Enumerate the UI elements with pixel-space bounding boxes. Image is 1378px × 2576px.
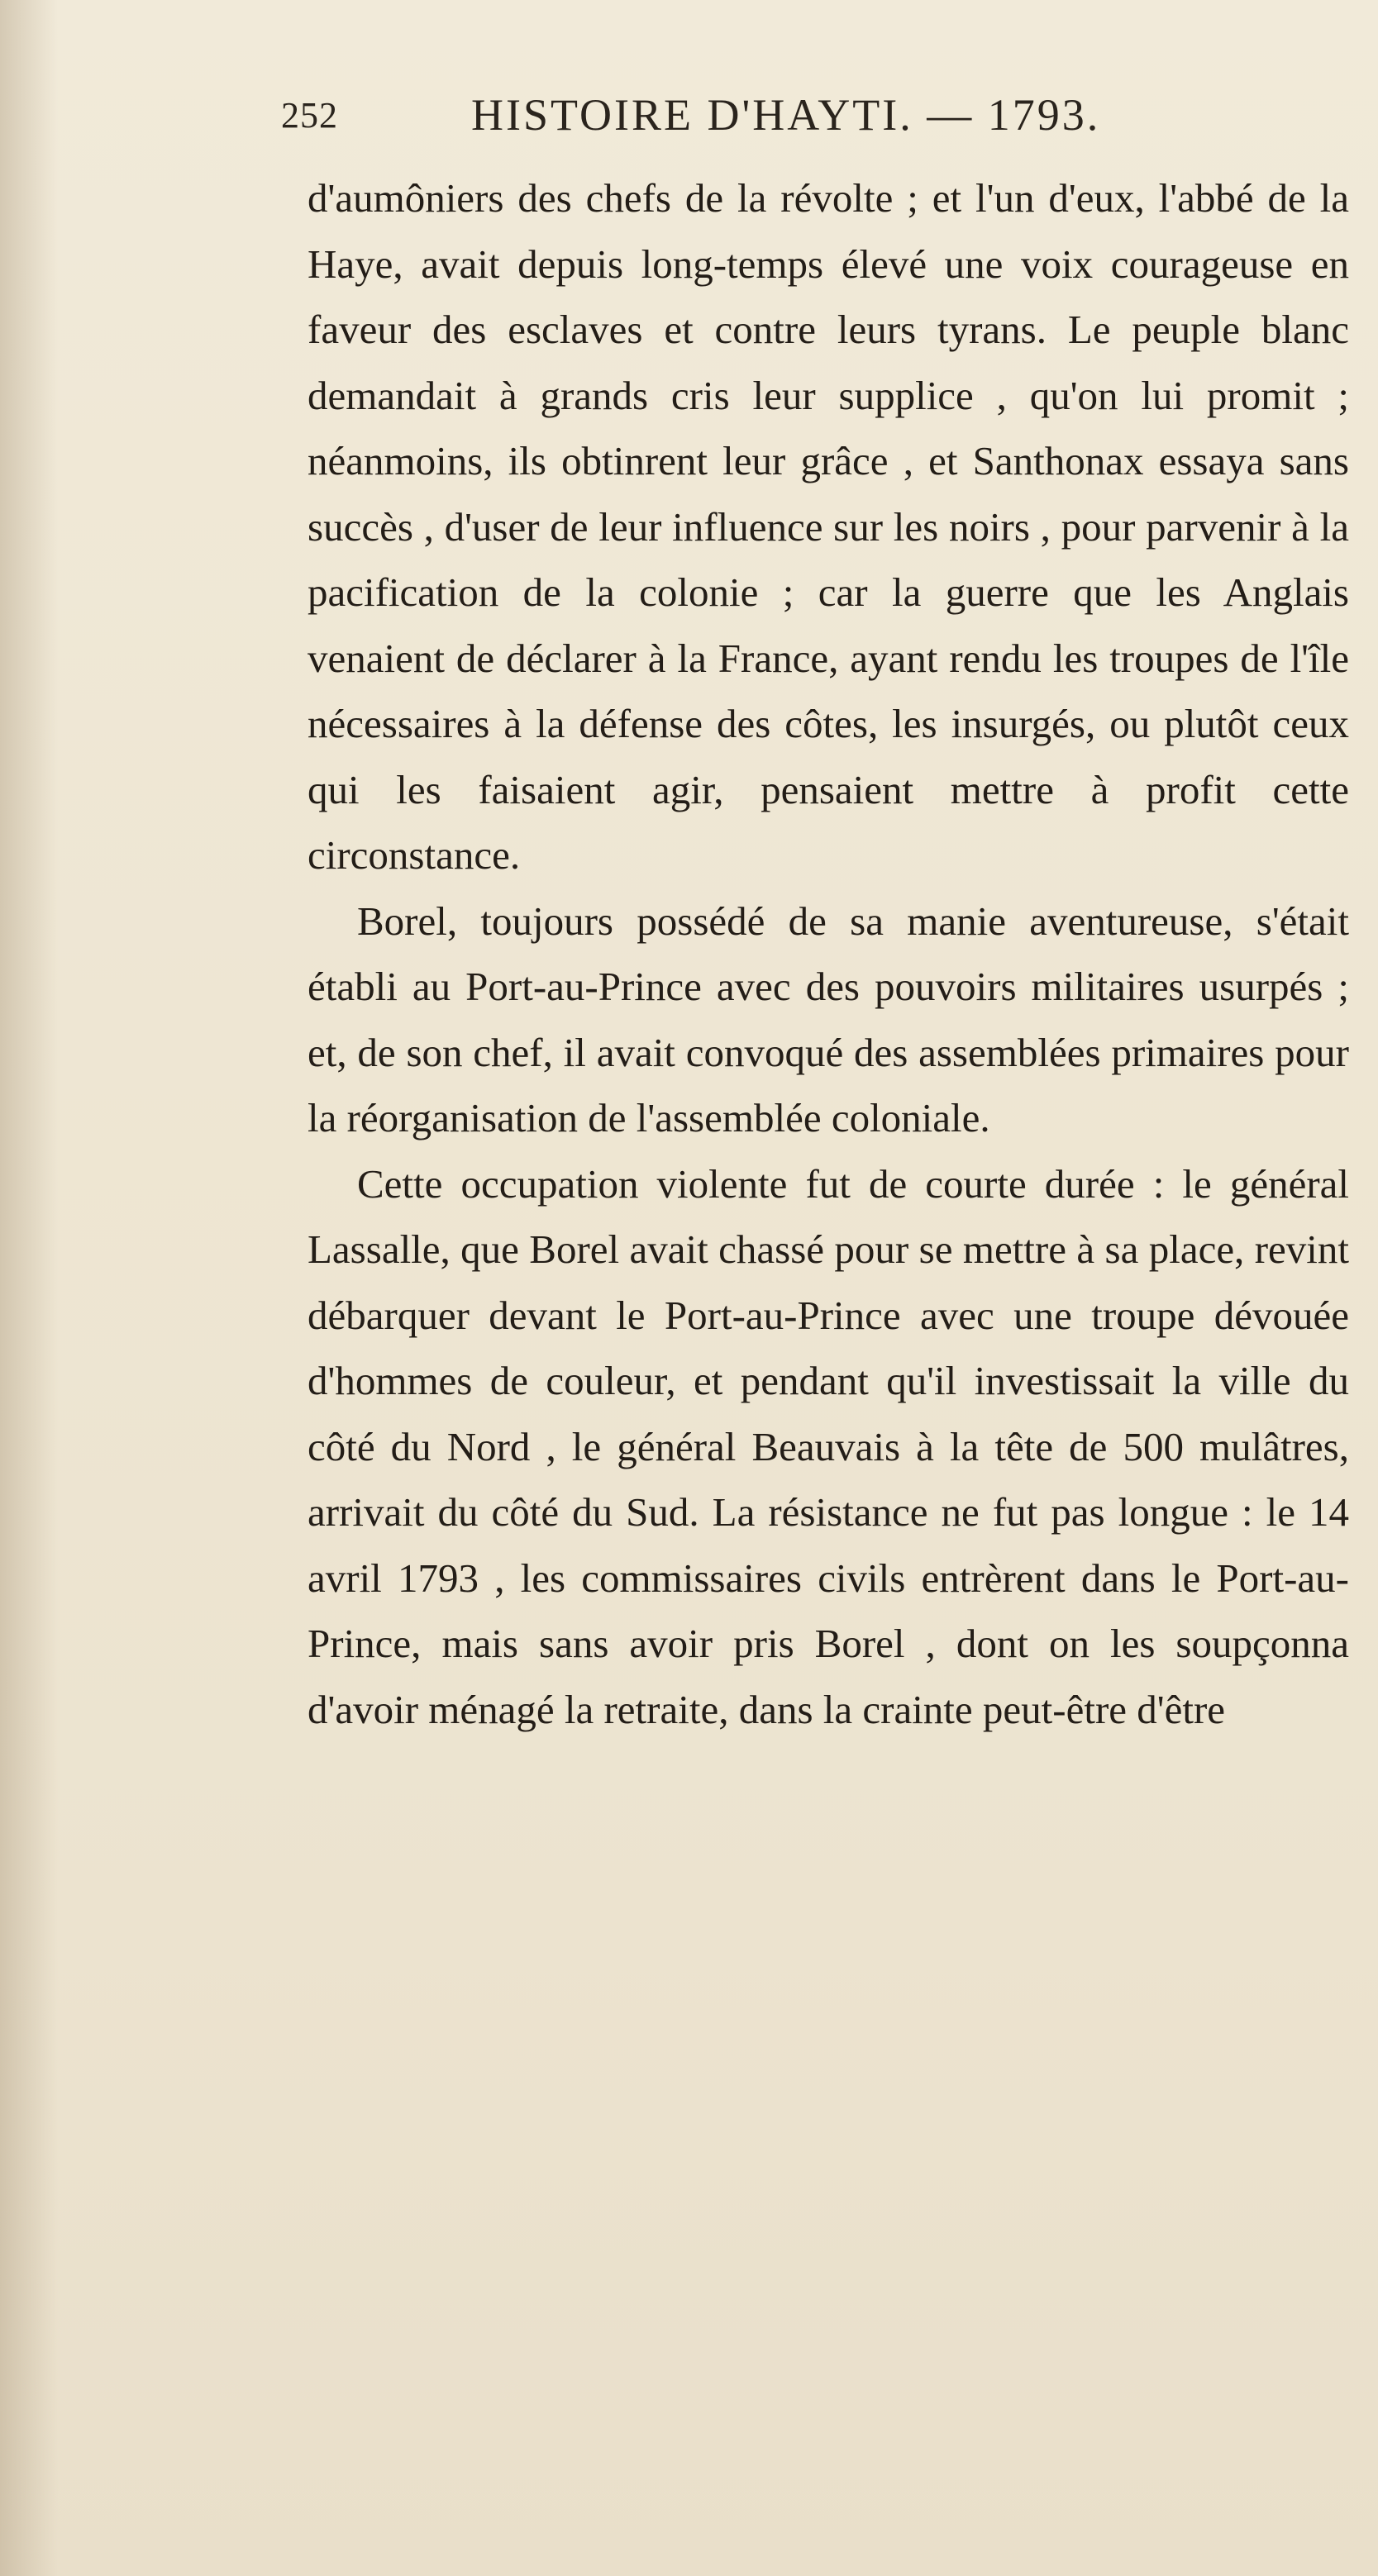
paragraph-borel: Borel, toujours possédé de sa manie aventureuse, s'était établi au Port-au-Prince avec des pouvoirs militaires usurpés ; et, de son chef, il avait convoqué des assemblées primaires pour la réorganisation de l'assemblée coloniale. [308,898,1349,1140]
paragraph-occupation: Cette occupation violente fut de courte durée : le général Lassalle, que Borel avait chassé pour se mettre à sa place, revint débarquer devant le Port-au-Prince avec une troupe dévouée d'hommes de couleur, et pendant qu'il investissait la ville du côté du Nord , le général Beauvais à la tête de 500 mulâtres, arrivait du côté du Sud. La résistance ne fut pas longue : le 14 avril 1793 , les commissaires civils entrèrent dans le Port-au-Prince, mais sans avoir pris Borel , dont on les soupçonna d'avoir ménagé la retraite, dans la crainte peut-être d'être [308,1160,1349,1732]
gutter-shadow [0,0,58,2576]
page-number: 252 [281,95,338,136]
body-text [308,165,1349,1742]
running-title: HISTOIRE D'HAYTI. — 1793. [471,90,1101,140]
running-head [281,89,1199,147]
paragraph-continued: d'aumôniers des chefs de la révolte ; et l'un d'eux, l'abbé de la Haye, avait depuis long-temps élevé une voix courageuse en faveur des esclaves et contre leurs tyrans. Le peuple blanc demandait à grands cris leur supplice , qu'on lui promit ; néanmoins, ils obtinrent leur grâce , et Santhonax essaya sans succès , d'user de leur influence sur les noirs , pour parvenir à la pacification de la colonie ; car la guerre que les Anglais venaient de déclarer à la France, ayant rendu les troupes de l'île nécessaires à la défense des côtes, les insurgés, ou plutôt ceux qui les faisaient agir, pensaient mettre à profit cette circonstance. [308,175,1349,878]
